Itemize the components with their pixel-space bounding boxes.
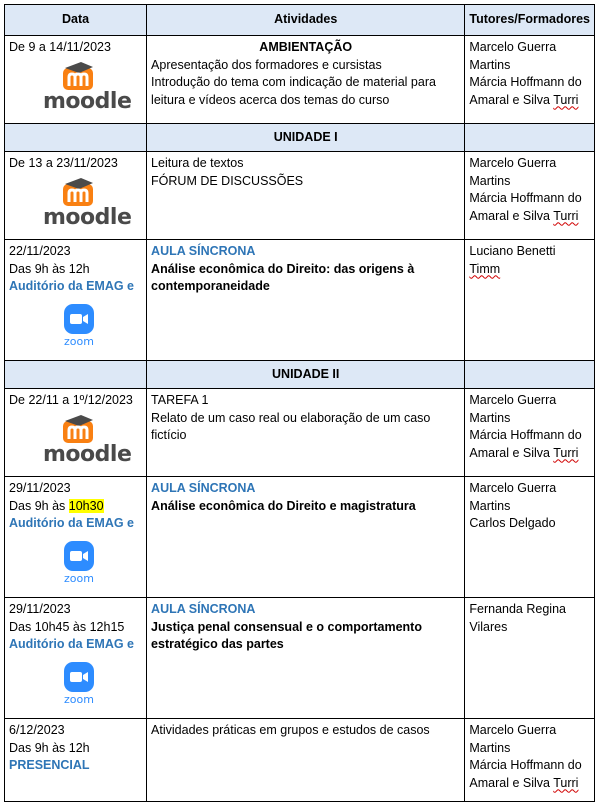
tutor-name: Márcia Hoffmann do Amaral e Silva <box>469 428 582 460</box>
table-row <box>5 152 595 240</box>
time-text <box>9 498 142 516</box>
tutor-cell <box>465 719 595 802</box>
tutor-name: Marcelo Guerra Martins <box>469 40 557 72</box>
moodle-icon <box>43 413 132 471</box>
unit-row <box>5 124 595 152</box>
activity-line: Introdução do tema com indicação de material para leitura e vídeos acerca dos temas do curso <box>151 75 436 107</box>
session-topic: Justiça penal consensual e o comportamento estratégico das partes <box>151 619 422 651</box>
unit-title: UNIDADE II <box>147 361 465 389</box>
mode-text: PRESENCIAL <box>9 758 90 772</box>
unit-spacer <box>5 361 147 389</box>
table-row <box>5 240 595 361</box>
unit-spacer <box>465 361 595 389</box>
moodle-wordmark: moodle <box>43 204 132 230</box>
activity-line: TAREFA 1 <box>151 393 209 407</box>
tutor-cell <box>465 36 595 124</box>
tutor-name-suffix: Turri <box>553 92 579 107</box>
tutor-name: Fernanda Regina Vilares <box>469 602 566 634</box>
tutor-cell <box>465 240 595 361</box>
date-cell <box>5 719 147 802</box>
session-topic: Análise econômica do Direito: das origens à contemporaneidade <box>151 261 415 293</box>
date-text: 29/11/2023 <box>9 481 71 495</box>
tutor-cell <box>465 477 595 598</box>
zoom-icon <box>59 662 101 708</box>
tutor-name: Márcia Hoffmann do Amaral e Silva <box>469 191 582 223</box>
session-topic: Análise econômica do Direito e magistratura <box>151 498 416 513</box>
header-activities: Atividades <box>147 5 465 36</box>
tutor-name-suffix: Timm <box>469 261 501 276</box>
session-type: AULA SÍNCRONA <box>151 244 256 258</box>
activity-cell <box>147 598 465 719</box>
tutor-name: Márcia Hoffmann do Amaral e Silva <box>469 75 582 107</box>
time-text: Das 9h às 12h <box>9 261 90 276</box>
place-text: Auditório da EMAG e <box>9 279 134 293</box>
unit-title: UNIDADE I <box>147 124 465 152</box>
activity-line: Atividades práticas em grupos e estudos de casos <box>151 723 430 737</box>
unit-spacer <box>5 124 147 152</box>
activity-line: Leitura de textos <box>151 156 244 170</box>
moodle-wordmark: moodle <box>43 88 132 114</box>
activity-line: Apresentação dos formadores e cursistas <box>151 57 382 72</box>
tutor-name: Márcia Hoffmann do Amaral e Silva <box>469 758 582 790</box>
tutor-cell <box>465 152 595 240</box>
time-text: Das 9h às 12h <box>9 740 90 755</box>
time-highlight: 10h30 <box>68 498 104 513</box>
moodle-icon <box>43 60 132 118</box>
date-cell <box>5 240 147 361</box>
zoom-camera-icon <box>64 662 94 692</box>
date-cell <box>5 389 147 477</box>
tutor-name: Carlos Delgado <box>469 516 556 530</box>
unit-spacer <box>465 124 595 152</box>
time-prefix: Das 9h às <box>9 498 66 513</box>
tutor-cell <box>465 389 595 477</box>
activity-title: AMBIENTAÇÃO <box>259 40 353 54</box>
activity-cell <box>147 719 465 802</box>
date-cell <box>5 477 147 598</box>
date-cell <box>5 598 147 719</box>
tutor-name: Luciano Benetti <box>469 244 556 258</box>
table-row <box>5 598 595 719</box>
zoom-camera-icon <box>64 541 94 571</box>
tutor-name-suffix: Turri <box>553 445 579 460</box>
table-row <box>5 36 595 124</box>
table-row <box>5 719 595 802</box>
table-row <box>5 477 595 598</box>
tutor-name: Marcelo Guerra Martins <box>469 393 557 425</box>
header-row <box>5 5 595 36</box>
date-text: De 13 a 23/11/2023 <box>9 156 118 170</box>
zoom-camera-icon <box>64 304 94 334</box>
zoom-wordmark: zoom <box>64 692 94 706</box>
activity-line: FÓRUM DE DISCUSSÕES <box>151 173 304 188</box>
activity-cell <box>147 152 465 240</box>
zoom-icon <box>59 304 101 350</box>
date-text: De 9 a 14/11/2023 <box>9 40 111 54</box>
date-text: 6/12/2023 <box>9 723 65 737</box>
activity-line: Relato de um caso real ou elaboração de um caso fictício <box>151 410 431 442</box>
tutor-name: Marcelo Guerra Martins <box>469 156 557 188</box>
tutor-name: Marcelo Guerra Martins <box>469 481 557 513</box>
session-type: AULA SÍNCRONA <box>151 481 256 495</box>
zoom-icon <box>59 541 101 587</box>
header-date: Data <box>5 5 147 36</box>
moodle-hat-icon <box>61 176 95 206</box>
date-text: De 22/11 a 1º/12/2023 <box>9 393 133 407</box>
moodle-wordmark: moodle <box>43 441 132 467</box>
tutor-cell <box>465 598 595 719</box>
activity-cell <box>147 389 465 477</box>
schedule-table <box>4 4 595 802</box>
table-row <box>5 389 595 477</box>
tutor-name-suffix: Turri <box>553 775 579 790</box>
date-cell <box>5 36 147 124</box>
activity-cell <box>147 477 465 598</box>
moodle-icon <box>43 176 132 234</box>
activity-cell <box>147 36 465 124</box>
date-text: 22/11/2023 <box>9 244 71 258</box>
tutor-name: Marcelo Guerra Martins <box>469 723 557 755</box>
zoom-wordmark: zoom <box>64 334 94 348</box>
place-text: Auditório da EMAG e <box>9 637 134 651</box>
zoom-wordmark: zoom <box>64 571 94 585</box>
moodle-hat-icon <box>61 413 95 443</box>
date-cell <box>5 152 147 240</box>
unit-row <box>5 361 595 389</box>
session-type: AULA SÍNCRONA <box>151 602 256 616</box>
tutor-name-suffix: Turri <box>553 208 579 223</box>
moodle-hat-icon <box>61 60 95 90</box>
activity-cell <box>147 240 465 361</box>
date-text: 29/11/2023 <box>9 602 71 616</box>
time-text: Das 10h45 às 12h15 <box>9 619 125 634</box>
header-tutors: Tutores/Formadores <box>465 5 595 36</box>
place-text: Auditório da EMAG e <box>9 516 134 530</box>
